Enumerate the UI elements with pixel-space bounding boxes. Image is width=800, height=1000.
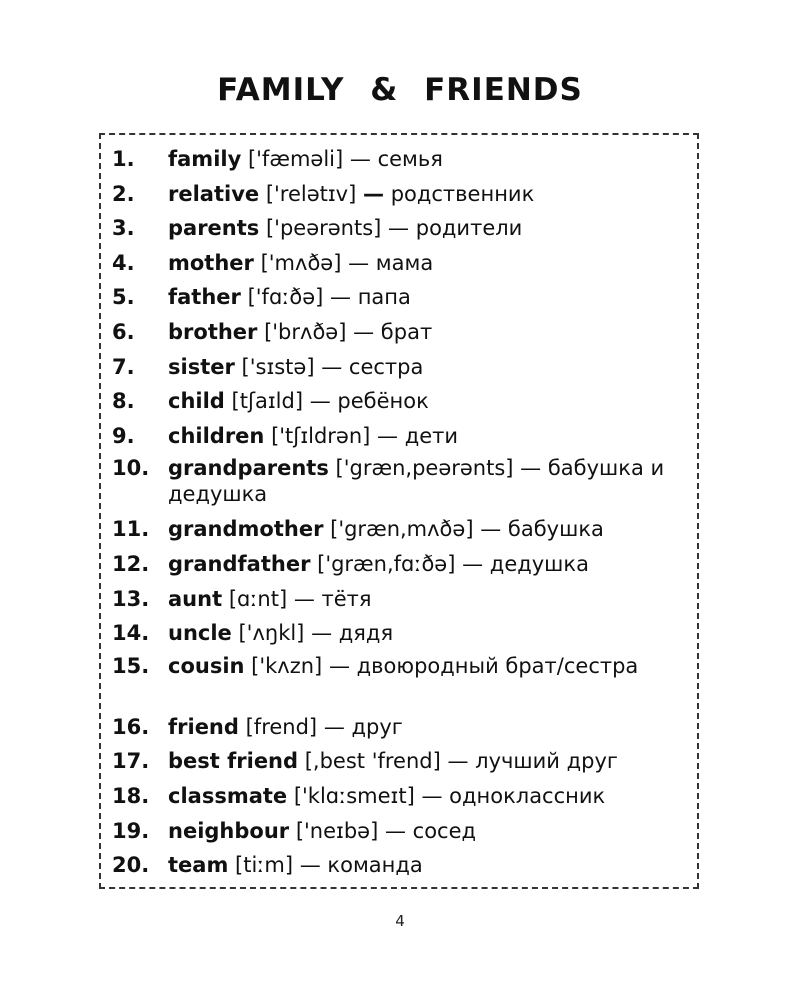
- entry-text: [168, 712, 694, 742]
- entry-text: [168, 584, 694, 614]
- entry-number: 10.: [112, 456, 150, 481]
- transcription: [tʃaɪld]: [231, 389, 304, 414]
- vocabulary-entry: [112, 282, 694, 317]
- russian-translation: сосед: [412, 818, 477, 843]
- entry-number: 15.: [112, 653, 150, 678]
- russian-translation: мама: [375, 250, 434, 275]
- vocabulary-entry: [112, 712, 694, 747]
- dash-separator: —: [311, 621, 333, 646]
- transcription: ['tʃɪldrən]: [271, 423, 371, 448]
- entry-text: [168, 421, 694, 451]
- english-word: cousin: [168, 653, 245, 678]
- transcription: [,best 'frend]: [304, 749, 441, 774]
- english-word: classmate: [168, 783, 288, 808]
- vocabulary-entry: [112, 352, 694, 387]
- entry-text: [168, 514, 694, 544]
- english-word: father: [168, 285, 241, 310]
- dash-separator: —: [421, 783, 443, 808]
- russian-translation: лучший друг: [475, 749, 618, 774]
- entry-number: 14.: [112, 621, 150, 646]
- vocabulary-entry: [112, 179, 694, 214]
- entry-text: [168, 850, 694, 880]
- vocabulary-list: [112, 144, 694, 885]
- vocabulary-entry: [112, 455, 694, 514]
- dash-separator: —: [520, 456, 542, 481]
- entry-number: 11.: [112, 517, 150, 542]
- entry-text: [168, 179, 694, 209]
- entry-text: [168, 455, 694, 507]
- entry-number: 9.: [112, 423, 135, 448]
- russian-translation: сестра: [348, 354, 424, 379]
- vocabulary-entry: [112, 213, 694, 248]
- english-word: children: [168, 423, 265, 448]
- dash-separator: —: [348, 250, 370, 275]
- entry-text: [168, 781, 694, 811]
- entry-number: 7.: [112, 354, 135, 379]
- transcription: ['neɪbə]: [295, 818, 379, 843]
- english-word: best friend: [168, 749, 299, 774]
- entry-text: [168, 653, 694, 679]
- russian-translation: брат: [380, 319, 433, 344]
- english-word: parents: [168, 216, 260, 241]
- vocabulary-entry: [112, 653, 694, 712]
- entry-text: [168, 352, 694, 382]
- english-word: child: [168, 389, 225, 414]
- dash-separator: —: [447, 749, 469, 774]
- vocabulary-entry: [112, 816, 694, 851]
- transcription: [frend]: [245, 714, 318, 739]
- page-number: 4: [395, 912, 405, 930]
- dash-separator: —: [293, 586, 315, 611]
- english-word: grandmother: [168, 517, 324, 542]
- transcription: ['klɑːsmeɪt]: [293, 783, 415, 808]
- entry-text: [168, 144, 694, 174]
- entry-text: [168, 816, 694, 846]
- entry-number: 1.: [112, 147, 135, 171]
- vocabulary-entry: [112, 248, 694, 283]
- russian-translation: родственник: [390, 181, 535, 206]
- english-word: brother: [168, 319, 258, 344]
- russian-translation: бабушка и дедушка: [168, 456, 665, 507]
- entry-number: 13.: [112, 586, 150, 611]
- entry-text: [168, 282, 694, 312]
- dash-separator: —: [321, 354, 343, 379]
- vocabulary-entry: [112, 386, 694, 421]
- vocabulary-entry: [112, 781, 694, 816]
- english-word: neighbour: [168, 818, 290, 843]
- transcription: ['græn,fɑːðə]: [317, 551, 456, 576]
- russian-translation: тётя: [321, 586, 372, 611]
- transcription: ['fæməli]: [247, 147, 344, 171]
- russian-translation: дети: [404, 423, 459, 448]
- entry-number: 16.: [112, 714, 150, 739]
- transcription: ['mʌðə]: [260, 250, 342, 275]
- vocabulary-entry: [112, 514, 694, 549]
- russian-translation: друг: [351, 714, 403, 739]
- entry-text: [168, 386, 694, 416]
- russian-translation: бабушка: [507, 517, 604, 542]
- english-word: mother: [168, 250, 254, 275]
- vocabulary-entry: [112, 421, 694, 456]
- dash-separator: —: [349, 147, 371, 171]
- entry-number: 6.: [112, 319, 135, 344]
- transcription: ['brʌðə]: [264, 319, 347, 344]
- english-word: family: [168, 147, 242, 171]
- transcription: [ɑːnt]: [228, 586, 288, 611]
- dash-separator: —: [299, 853, 321, 878]
- english-word: aunt: [168, 586, 223, 611]
- dash-separator: —: [323, 714, 345, 739]
- russian-translation: папа: [357, 285, 411, 310]
- entry-number: 19.: [112, 818, 150, 843]
- entry-text: [168, 317, 694, 347]
- dash-separator: —: [328, 653, 350, 678]
- vocabulary-entry: [112, 618, 694, 653]
- transcription: ['peərənts]: [265, 216, 382, 241]
- russian-translation: одноклассник: [449, 783, 606, 808]
- transcription: [tiːm]: [235, 853, 294, 878]
- vocabulary-entry: [112, 317, 694, 352]
- dash-separator: —: [377, 423, 399, 448]
- dash-separator: —: [353, 319, 375, 344]
- transcription: ['ʌŋkl]: [238, 621, 305, 646]
- english-word: uncle: [168, 621, 232, 646]
- english-word: relative: [168, 181, 260, 206]
- transcription: ['fɑːðə]: [247, 285, 324, 310]
- russian-translation: родители: [415, 216, 523, 241]
- english-word: team: [168, 853, 229, 878]
- entry-number: 8.: [112, 389, 135, 414]
- vocabulary-entry: [112, 850, 694, 885]
- dash-separator: —: [309, 389, 331, 414]
- dash-separator: —: [388, 216, 410, 241]
- russian-translation: двоюродный брат/сестра: [356, 653, 639, 678]
- russian-translation: команда: [327, 853, 423, 878]
- russian-translation: семья: [377, 147, 443, 171]
- page-title: FAMILY & FRIENDS: [217, 72, 583, 108]
- dash-separator: —: [330, 285, 352, 310]
- transcription: ['kʌzn]: [251, 653, 323, 678]
- english-word: sister: [168, 354, 235, 379]
- entry-text: [168, 213, 694, 243]
- russian-translation: дедушка: [489, 551, 589, 576]
- entry-number: 3.: [112, 216, 135, 241]
- entry-text: [168, 549, 694, 579]
- dash-separator: —: [480, 517, 502, 542]
- vocabulary-entry: [112, 549, 694, 584]
- english-word: grandfather: [168, 551, 311, 576]
- entry-number: 17.: [112, 749, 150, 774]
- vocabulary-entry: [112, 746, 694, 781]
- entry-number: 5.: [112, 285, 135, 310]
- dash-separator: —: [363, 181, 384, 206]
- entry-number: 20.: [112, 853, 150, 878]
- entry-number: 12.: [112, 551, 150, 576]
- dash-separator: —: [384, 818, 406, 843]
- entry-text: [168, 248, 694, 278]
- vocabulary-entry: [112, 584, 694, 619]
- russian-translation: дядя: [338, 621, 394, 646]
- entry-number: 4.: [112, 250, 135, 275]
- entry-text: [168, 746, 694, 776]
- entry-number: 2.: [112, 181, 135, 206]
- entry-text: [168, 618, 694, 648]
- transcription: ['relətɪv]: [265, 181, 357, 206]
- transcription: ['græn,mʌðə]: [330, 517, 474, 542]
- english-word: grandparents: [168, 456, 329, 481]
- transcription: ['sɪstə]: [241, 354, 315, 379]
- russian-translation: ребёнок: [337, 389, 429, 414]
- dash-separator: —: [462, 551, 484, 576]
- entry-number: 18.: [112, 783, 150, 808]
- transcription: ['græn,peərənts]: [335, 456, 514, 481]
- vocabulary-entry: [112, 144, 694, 179]
- english-word: friend: [168, 714, 239, 739]
